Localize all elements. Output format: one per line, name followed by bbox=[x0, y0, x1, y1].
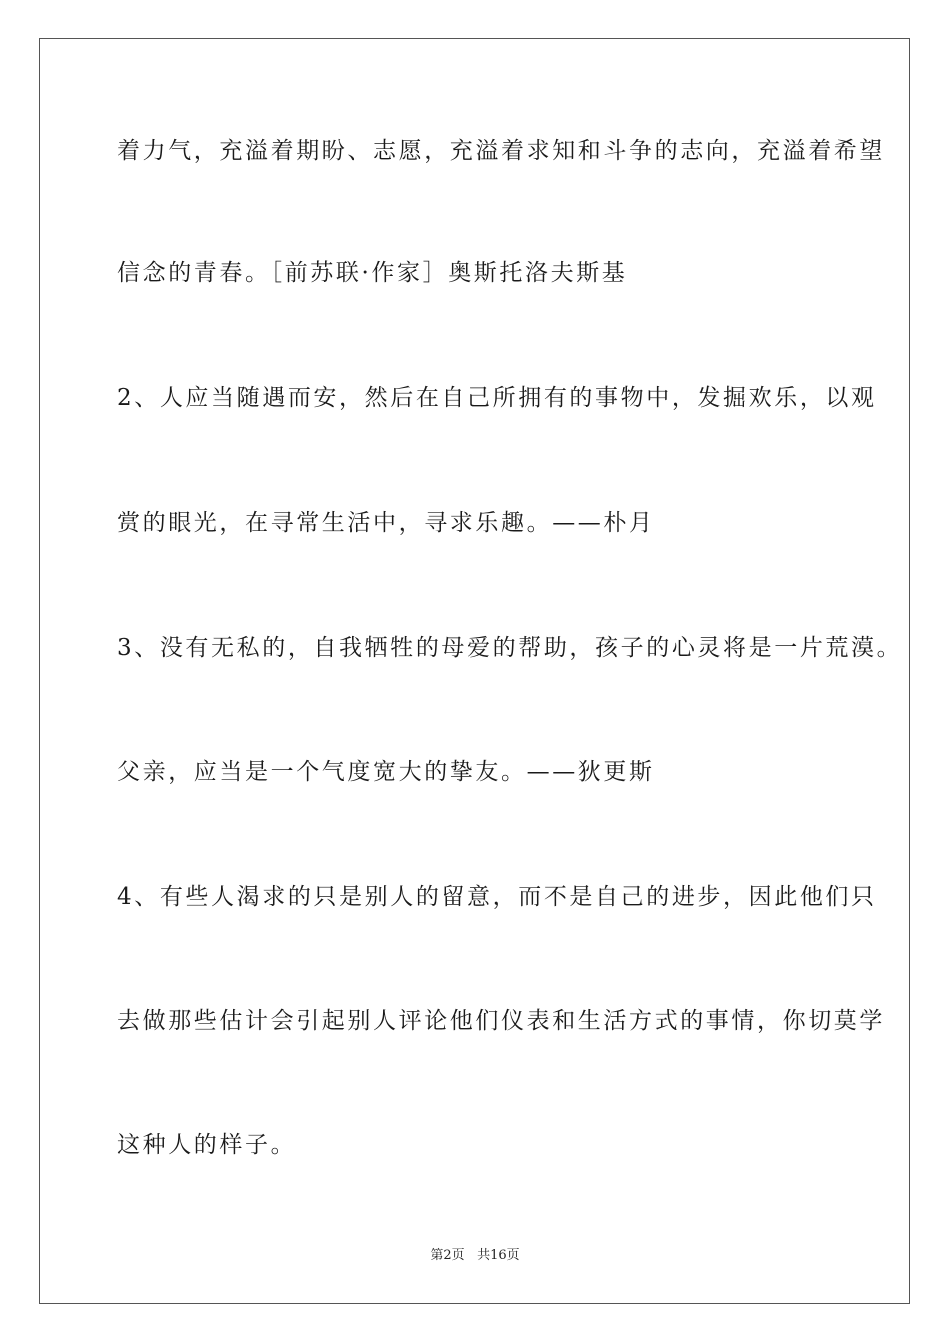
text-line: 去做那些估计会引起别人评论他们仪表和生活方式的事情，你切莫学 bbox=[117, 1008, 885, 1034]
page-footer bbox=[0, 1248, 950, 1264]
text-line: 信念的青春。［前苏联·作家］奥斯托洛夫斯基 bbox=[117, 260, 628, 286]
page-border bbox=[39, 38, 910, 1304]
text-line: 4、有些人渴求的只是别人的留意，而不是自己的进步，因此他们只 bbox=[117, 884, 877, 910]
text-line: 父亲，应当是一个气度宽大的挚友。——狄更斯 bbox=[117, 759, 655, 785]
text-line: 着力气，充溢着期盼、志愿，充溢着求知和斗争的志向，充溢着希望 bbox=[117, 138, 885, 164]
text-line: 这种人的样子。 bbox=[117, 1132, 297, 1158]
page-total: 共16页 bbox=[477, 1248, 520, 1263]
text-line: 3、没有无私的，自我牺牲的母爱的帮助，孩子的心灵将是一片荒漠。 bbox=[117, 635, 903, 661]
text-line: 2、人应当随遇而安，然后在自己所拥有的事物中，发掘欢乐，以观 bbox=[117, 385, 877, 411]
text-line: 赏的眼光，在寻常生活中，寻求乐趣。——朴月 bbox=[117, 510, 655, 536]
page-number: 第2页 bbox=[430, 1248, 465, 1263]
